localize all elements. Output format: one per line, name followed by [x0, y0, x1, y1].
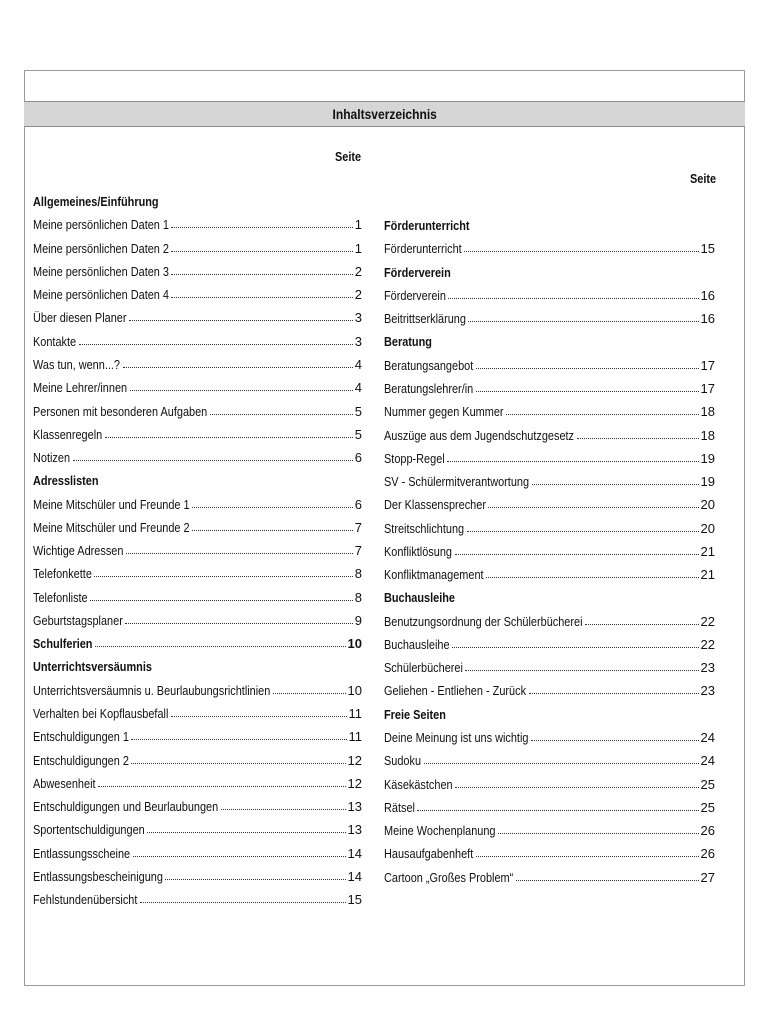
toc-entry-page-number: 15 — [700, 241, 715, 257]
section-heading-label: Förderverein — [384, 264, 451, 280]
toc-entry — [384, 842, 715, 865]
toc-entry-page-number: 24 — [700, 753, 715, 769]
dot-leader — [476, 855, 699, 857]
toc-entry-label: Hausaufgabenheft — [384, 846, 474, 862]
toc-entry-label: Konfliktlösung — [384, 543, 453, 559]
toc-entry — [384, 400, 715, 423]
toc-entry-page-number: 5 — [354, 426, 362, 442]
toc-entry-page-number: 17 — [700, 380, 715, 396]
toc-entry-label: Personen mit besonderen Aufgaben — [33, 403, 208, 419]
toc-entry — [33, 702, 362, 725]
toc-entry-line — [33, 497, 362, 512]
toc-section-heading — [33, 469, 362, 492]
dot-leader — [273, 692, 346, 694]
toc-entry — [33, 330, 362, 353]
dot-leader — [210, 413, 353, 415]
dot-leader — [417, 809, 699, 811]
toc-entry-page-number: 3 — [354, 333, 362, 349]
toc-entry-line — [33, 636, 362, 651]
toc-entry — [384, 563, 715, 586]
toc-entry-page-number: 3 — [354, 310, 362, 326]
toc-entry-page-number: 14 — [347, 845, 362, 861]
toc-entry-label: Notizen — [33, 450, 71, 466]
toc-entry-page-number: 13 — [347, 822, 362, 838]
toc-entry — [33, 888, 362, 911]
toc-entry-line — [33, 753, 362, 768]
toc-entry-line — [33, 892, 362, 907]
toc-section-heading — [33, 190, 362, 213]
toc-entry-line — [384, 474, 715, 489]
toc-entry-label: Förderunterricht — [384, 241, 462, 257]
toc-entry-line — [33, 590, 362, 605]
dot-leader — [486, 576, 699, 578]
dot-leader — [105, 436, 353, 438]
toc-entry-label: Wichtige Adressen — [33, 543, 124, 559]
toc-entry-label: Fehlstundenübersicht — [33, 892, 138, 908]
toc-entry-label: Was tun, wenn...? — [33, 356, 121, 372]
toc-entry-label: Sudoku — [384, 753, 422, 769]
toc-entry-page-number: 10 — [347, 636, 362, 652]
toc-entry-page-number: 7 — [354, 543, 362, 559]
toc-entry — [33, 213, 362, 236]
dot-leader — [452, 646, 699, 648]
dot-leader — [532, 483, 699, 485]
dot-leader — [131, 738, 347, 740]
dot-leader — [448, 297, 699, 299]
toc-entry — [384, 540, 715, 563]
toc-entry — [384, 307, 715, 330]
toc-section-heading — [384, 214, 715, 237]
toc-entry-label: Sportentschuldigungen — [33, 822, 145, 838]
toc-entry-label: Beratungslehrer/in — [384, 380, 474, 396]
toc-entry-label: Meine persönlichen Daten 4 — [33, 287, 169, 303]
toc-entry — [384, 633, 715, 656]
toc-entry-line — [384, 800, 715, 815]
toc-entry-label: Meine Mitschüler und Freunde 2 — [33, 519, 190, 535]
toc-entry-line — [384, 660, 715, 675]
dot-leader — [424, 762, 699, 764]
toc-entry-page-number: 23 — [700, 660, 715, 676]
toc-entry-page-number: 8 — [354, 566, 362, 582]
dot-leader — [488, 506, 699, 508]
dot-leader — [98, 785, 346, 787]
toc-entry-page-number: 20 — [700, 497, 715, 513]
toc-entry — [384, 493, 715, 516]
toc-entry-label: Entlassungsbescheinigung — [33, 868, 163, 884]
toc-entry-page-number: 1 — [354, 240, 362, 256]
dot-leader — [133, 855, 346, 857]
dot-leader — [140, 901, 346, 903]
toc-entry-page-number: 19 — [700, 474, 715, 490]
toc-entry-label: SV - Schülermitverantwortung — [384, 474, 530, 490]
toc-entry-label: Der Klassensprecher — [384, 497, 486, 513]
dot-leader — [529, 692, 699, 694]
toc-entry-label: Stopp-Regel — [384, 450, 445, 466]
toc-entry-line — [33, 334, 362, 349]
toc-entry-line — [384, 311, 715, 326]
dot-leader — [516, 879, 699, 881]
dot-leader — [165, 878, 346, 880]
toc-entry-line — [33, 683, 362, 698]
toc-entry-line — [384, 404, 715, 419]
toc-entry — [384, 726, 715, 749]
toc-entry-line — [384, 544, 715, 559]
dot-leader — [171, 250, 353, 252]
toc-entry — [33, 609, 362, 632]
dot-leader — [129, 319, 353, 321]
dot-leader — [455, 553, 699, 555]
page-title: Inhaltsverzeichnis — [332, 106, 437, 122]
title-bar — [24, 101, 745, 127]
toc-entry-label: Rätsel — [384, 799, 415, 815]
toc-entry — [33, 772, 362, 795]
toc-entry-label: Meine Wochenplanung — [384, 823, 496, 839]
dot-leader — [464, 250, 699, 252]
toc-entry-line — [384, 823, 715, 838]
toc-entry-page-number: 4 — [354, 356, 362, 372]
toc-entry-line — [33, 799, 362, 814]
toc-entry-label: Auszüge aus dem Jugendschutzgesetz — [384, 427, 575, 443]
dot-leader — [130, 389, 353, 391]
toc-entry-line — [33, 427, 362, 442]
toc-entry-line — [33, 869, 362, 884]
toc-entry-page-number: 25 — [700, 776, 715, 792]
toc-entry-line — [33, 404, 362, 419]
toc-entry-line — [33, 380, 362, 395]
toc-entry-label: Schulferien — [33, 636, 93, 652]
toc-entry-line — [384, 521, 715, 536]
toc-entry-line — [384, 381, 715, 396]
dot-leader — [192, 529, 353, 531]
dot-leader — [131, 762, 346, 764]
toc-entry — [33, 795, 362, 818]
toc-entry — [33, 306, 362, 329]
toc-entry — [33, 679, 362, 702]
dot-leader — [171, 715, 347, 717]
toc-section-heading — [384, 261, 715, 284]
toc-entry — [33, 423, 362, 446]
dot-leader — [506, 413, 699, 415]
toc-entry-line — [384, 846, 715, 861]
section-heading-label: Beratung — [384, 334, 432, 350]
toc-entry-page-number: 6 — [354, 496, 362, 512]
dot-leader — [577, 437, 699, 439]
toc-entry — [384, 516, 715, 539]
toc-entry-line — [384, 777, 715, 792]
toc-entry-page-number: 23 — [700, 683, 715, 699]
toc-entry — [33, 399, 362, 422]
toc-entry-line — [384, 567, 715, 582]
toc-entry-page-number: 6 — [354, 450, 362, 466]
toc-entry-page-number: 12 — [347, 775, 362, 791]
toc-entry — [384, 865, 715, 888]
toc-entry-page-number: 20 — [700, 520, 715, 536]
toc-entry-label: Deine Meinung ist uns wichtig — [384, 729, 529, 745]
toc-entry — [33, 283, 362, 306]
toc-entry-line — [384, 730, 715, 745]
toc-section-heading — [384, 586, 715, 609]
toc-entry-page-number: 19 — [700, 450, 715, 466]
section-heading-label: Adresslisten — [33, 473, 99, 489]
dot-leader — [171, 226, 353, 228]
section-heading-label: Freie Seiten — [384, 706, 446, 722]
toc-entry — [33, 562, 362, 585]
toc-entry — [384, 749, 715, 772]
toc-entry-line — [33, 613, 362, 628]
toc-entry-line — [384, 683, 715, 698]
dot-leader — [171, 273, 353, 275]
toc-entry-label: Meine Lehrer/innen — [33, 380, 128, 396]
toc-entry-page-number: 25 — [700, 799, 715, 815]
dot-leader — [447, 460, 699, 462]
toc-entry-page-number: 18 — [700, 427, 715, 443]
dot-leader — [468, 320, 699, 322]
toc-entry — [33, 818, 362, 841]
dot-leader — [221, 808, 346, 810]
toc-entry-page-number: 12 — [347, 752, 362, 768]
toc-entry-line — [33, 287, 362, 302]
toc-entry — [33, 516, 362, 539]
toc-entry — [384, 656, 715, 679]
toc-entry-line — [33, 241, 362, 256]
toc-entry-page-number: 13 — [347, 799, 362, 815]
section-heading-label: Unterrichtsversäumnis — [33, 659, 152, 675]
right-page-header: Seite — [689, 171, 716, 186]
toc-entry-label: Entschuldigungen und Beurlaubungen — [33, 799, 219, 815]
toc-entry-line — [33, 310, 362, 325]
toc-entry — [33, 632, 362, 655]
toc-entry-line — [33, 543, 362, 558]
toc-entry-label: Förderverein — [384, 287, 446, 303]
toc-section-heading — [384, 330, 715, 353]
toc-entry-label: Cartoon „Großes Problem“ — [384, 869, 514, 885]
dot-leader — [123, 366, 353, 368]
toc-entry-label: Geburtstagsplaner — [33, 612, 123, 628]
toc-section-heading — [384, 703, 715, 726]
toc-entry — [384, 423, 715, 446]
toc-entry-line — [33, 520, 362, 535]
toc-entry-line — [33, 846, 362, 861]
toc-entry — [384, 610, 715, 633]
toc-entry-label: Meine persönlichen Daten 2 — [33, 240, 169, 256]
toc-entry — [33, 539, 362, 562]
toc-entry — [384, 819, 715, 842]
dot-leader — [171, 296, 353, 298]
dot-leader — [531, 739, 699, 741]
toc-entry-page-number: 5 — [354, 403, 362, 419]
toc-entry-line — [33, 729, 362, 744]
toc-entry-page-number: 8 — [354, 589, 362, 605]
toc-entry-page-number: 16 — [700, 311, 715, 327]
dot-leader — [126, 552, 353, 554]
toc-entry-label: Streitschlichtung — [384, 520, 465, 536]
toc-entry-line — [384, 637, 715, 652]
toc-entry-page-number: 22 — [700, 636, 715, 652]
toc-entry — [384, 354, 715, 377]
toc-entry — [384, 772, 715, 795]
toc-entry-page-number: 26 — [700, 823, 715, 839]
toc-entry-page-number: 2 — [354, 263, 362, 279]
toc-entry-page-number: 4 — [354, 380, 362, 396]
toc-entry-page-number: 9 — [354, 612, 362, 628]
toc-entry — [33, 237, 362, 260]
dot-leader — [125, 622, 353, 624]
toc-entry-label: Geliehen - Entliehen - Zurück — [384, 683, 527, 699]
toc-entry-page-number: 15 — [347, 892, 362, 908]
toc-entry-page-number: 21 — [700, 567, 715, 583]
section-heading-label: Buchausleihe — [384, 590, 456, 606]
right-toc-column — [384, 214, 715, 889]
section-heading-label: Förderunterricht — [384, 218, 470, 234]
dot-leader — [79, 343, 353, 345]
toc-entry — [384, 796, 715, 819]
toc-entry-line — [33, 450, 362, 465]
toc-entry-line — [384, 428, 715, 443]
toc-entry — [384, 470, 715, 493]
toc-entry — [384, 447, 715, 470]
section-heading-label: Allgemeines/Einführung — [33, 194, 159, 210]
toc-entry — [33, 260, 362, 283]
toc-entry-label: Beitrittserklärung — [384, 311, 466, 327]
toc-entry-label: Entschuldigungen 1 — [33, 729, 129, 745]
toc-entry-line — [33, 264, 362, 279]
toc-entry — [384, 284, 715, 307]
toc-entry-label: Buchausleihe — [384, 636, 450, 652]
toc-entry — [384, 679, 715, 702]
toc-entry-label: Nummer gegen Kummer — [384, 404, 504, 420]
toc-entry-label: Schülerbücherei — [384, 660, 463, 676]
toc-entry-line — [33, 822, 362, 837]
toc-entry-label: Telefonkette — [33, 566, 92, 582]
toc-entry-page-number: 24 — [700, 729, 715, 745]
dot-leader — [455, 786, 699, 788]
toc-entry-line — [384, 451, 715, 466]
toc-entry-label: Konfliktmanagement — [384, 567, 484, 583]
dot-leader — [476, 367, 699, 369]
toc-entry-page-number: 26 — [700, 846, 715, 862]
toc-entry-label: Abwesenheit — [33, 775, 96, 791]
toc-entry-page-number: 16 — [700, 287, 715, 303]
dot-leader — [467, 530, 699, 532]
toc-entry-page-number: 1 — [354, 217, 362, 233]
toc-entry-label: Über diesen Planer — [33, 310, 127, 326]
toc-entry-line — [33, 566, 362, 581]
toc-section-heading — [33, 655, 362, 678]
toc-entry-line — [33, 776, 362, 791]
toc-entry-label: Telefonliste — [33, 589, 88, 605]
left-page-header: Seite — [334, 149, 361, 164]
toc-entry-line — [384, 870, 715, 885]
dot-leader — [585, 623, 699, 625]
toc-entry-page-number: 17 — [700, 357, 715, 373]
toc-entry-line — [33, 217, 362, 232]
toc-entry-label: Kontakte — [33, 333, 77, 349]
dot-leader — [94, 575, 353, 577]
toc-entry-label: Meine persönlichen Daten 3 — [33, 263, 169, 279]
toc-entry-page-number: 14 — [347, 868, 362, 884]
toc-entry-page-number: 27 — [700, 869, 715, 885]
toc-entry-line — [384, 753, 715, 768]
toc-entry — [33, 725, 362, 748]
toc-entry-label: Unterrichtsversäumnis u. Beurlaubungsrichtlinien — [33, 682, 271, 698]
toc-entry-page-number: 7 — [354, 519, 362, 535]
dot-leader — [465, 669, 699, 671]
dot-leader — [90, 599, 353, 601]
dot-leader — [498, 832, 699, 834]
toc-entry-page-number: 11 — [348, 705, 362, 721]
toc-entry-line — [384, 288, 715, 303]
toc-entry-line — [33, 706, 362, 721]
dot-leader — [95, 645, 346, 647]
toc-entry-label: Verhalten bei Kopflausbefall — [33, 705, 169, 721]
toc-entry-line — [384, 358, 715, 373]
toc-entry — [33, 748, 362, 771]
toc-entry-label: Klassenregeln — [33, 426, 103, 442]
toc-entry — [33, 865, 362, 888]
dot-leader — [147, 831, 346, 833]
toc-entry-label: Entschuldigungen 2 — [33, 752, 129, 768]
toc-entry — [33, 446, 362, 469]
dot-leader — [73, 459, 353, 461]
toc-entry-page-number: 18 — [700, 404, 715, 420]
toc-entry-line — [384, 497, 715, 512]
toc-entry — [384, 237, 715, 260]
toc-entry-label: Entlassungsscheine — [33, 845, 131, 861]
toc-entry-page-number: 10 — [347, 682, 362, 698]
toc-entry — [33, 586, 362, 609]
toc-entry-label: Beratungsangebot — [384, 357, 474, 373]
toc-entry-label: Meine persönlichen Daten 1 — [33, 217, 169, 233]
toc-entry — [33, 492, 362, 515]
toc-entry-label: Käsekästchen — [384, 776, 453, 792]
toc-entry-line — [33, 357, 362, 372]
toc-entry-line — [384, 614, 715, 629]
toc-entry-label: Meine Mitschüler und Freunde 1 — [33, 496, 190, 512]
toc-entry — [33, 353, 362, 376]
toc-entry-page-number: 22 — [700, 613, 715, 629]
toc-entry-label: Benutzungsordnung der Schülerbücherei — [384, 613, 583, 629]
toc-entry — [384, 377, 715, 400]
left-toc-column — [33, 190, 362, 911]
toc-entry — [33, 841, 362, 864]
dot-leader — [192, 506, 353, 508]
toc-entry-page-number: 11 — [348, 729, 362, 745]
toc-entry-page-number: 21 — [700, 543, 715, 559]
toc-entry — [33, 376, 362, 399]
dot-leader — [476, 390, 699, 392]
toc-entry-line — [384, 241, 715, 256]
toc-entry-page-number: 2 — [354, 287, 362, 303]
